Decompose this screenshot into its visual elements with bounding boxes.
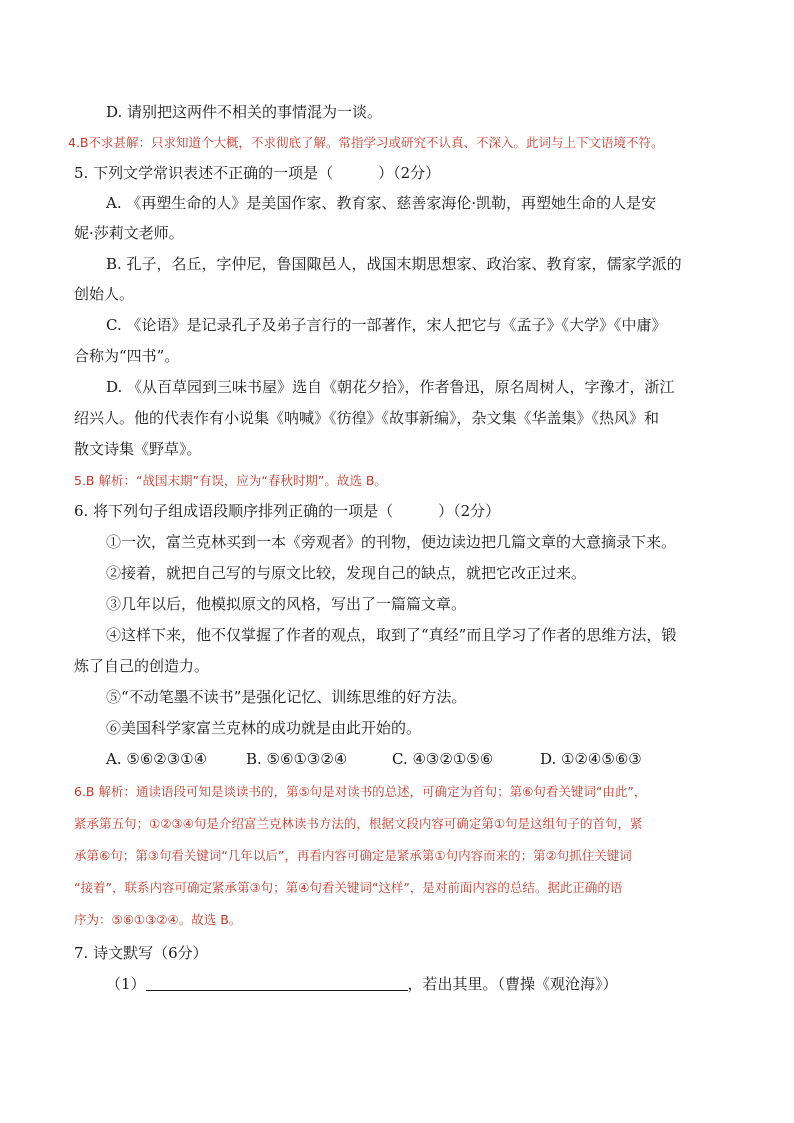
q7-item-1-blank[interactable]	[146, 974, 408, 991]
q6-sentence-4: ④这样下来，他不仅掌握了作者的观点，取到了“真经”而且学习了作者的思维方法，锻	[106, 626, 677, 644]
q5-option-b: B. 孔子，名丘，字仲尼，鲁国陬邑人，战国末期思想家、政治家、教育家，儒家学派的	[106, 255, 682, 273]
q6-sentence-3: ③几年以后，他模拟原文的风格，写出了一篇篇文章。	[106, 595, 467, 613]
q7-item-1	[106, 974, 618, 994]
q5-option-c-cont: 合称为“四书”。	[74, 347, 180, 365]
q5-option-d-cont1: 绍兴人。他的代表作有小说集《呐喊》《彷徨》《故事新编》，杂文集《华盖集》《热风》和	[74, 409, 660, 427]
q6-answer-line-5: 序为：⑤⑥①③②④。故选 B。	[74, 912, 242, 927]
q5-option-a-cont: 妮·莎莉文老师。	[74, 224, 184, 242]
q6-option-c: C. ④③②①⑤⑥	[392, 750, 494, 768]
q5-option-a: A. 《再塑生命的人》是美国作家、教育家、慈善家海伦·凯勒，再塑她生命的人是安	[106, 194, 657, 212]
q7-item-1-number: （1）	[106, 975, 146, 993]
q5-answer: 5.B 解析：“战国末期”有误，应为“春秋时期”。故选 B。	[74, 473, 387, 488]
q5-stem: 5. 下列文学常识表述不正确的一项是（ ）（2分）	[74, 164, 441, 182]
q7-item-1-text: ，若出其里。（曹操《观沧海》）	[407, 975, 618, 993]
q5-option-b-cont: 创始人。	[74, 285, 135, 303]
q6-answer-line-1: 6.B 解析：通读语段可知是谈读书的，第⑤句是对读书的总述，可确定为首句；第⑥句看关键词“由此”，	[74, 784, 647, 799]
q6-sentence-4-cont: 炼了自己的创造力。	[74, 657, 210, 675]
q5-option-d: D. 《从百草园到三味书屋》选自《朝花夕拾》，作者鲁迅，原名周树人，字豫才，浙江	[106, 378, 675, 396]
q4-answer: 4.B不求甚解：只求知道个大概，不求彻底了解。常指学习或研究不认真、不深入。此词与上下文语境不符。	[68, 135, 664, 150]
q6-sentence-6: ⑥美国科学家富兰克林的成功就是由此开始的。	[106, 719, 422, 737]
q6-answer-line-2: 紧承第五句；①②③④句是介绍富兰克林读书方法的，根据文段内容可确定第①句是这组句子的首句，紧	[74, 816, 643, 831]
q6-sentence-1: ①一次，富兰克林买到一本《旁观者》的刊物，便边读边把几篇文章的大意摘录下来。	[106, 533, 677, 551]
q5-option-c: C. 《论语》是记录孔子及弟子言行的一部著作，宋人把它与《孟子》《大学》《中庸》	[106, 316, 667, 334]
q6-answer-line-3: 承第⑥句；第③句看关键词“几年以后”，再看内容可确定是紧承第①句内容而来的；第②句抓住关键词	[74, 848, 632, 863]
q6-sentence-2: ②接着，就把自己写的与原文比较，发现自己的缺点，就把它改正过来。	[106, 564, 587, 582]
q6-sentence-5: ⑤“不动笔墨不读书”是强化记忆、训练思维的好方法。	[106, 688, 467, 706]
q6-option-d: D. ①②④⑤⑥③	[540, 750, 642, 768]
q4-option-d: D. 请别把这两件不相关的事情混为一谈。	[106, 103, 383, 121]
q6-answer-line-4: “接着”，联系内容可确定紧承第③句；第④句看关键词“这样”，是对前面内容的总结。据此正确的语	[74, 880, 623, 895]
q6-stem: 6. 将下列句子组成语段顺序排列正确的一项是（ ）（2分）	[74, 502, 501, 520]
q6-option-b: B. ⑤⑥①③②④	[246, 750, 348, 768]
q5-option-d-cont2: 散文诗集《野草》。	[74, 440, 202, 458]
q6-option-a: A. ⑤⑥②③①④	[106, 750, 208, 768]
q7-stem: 7. 诗文默写（6分）	[74, 944, 208, 962]
